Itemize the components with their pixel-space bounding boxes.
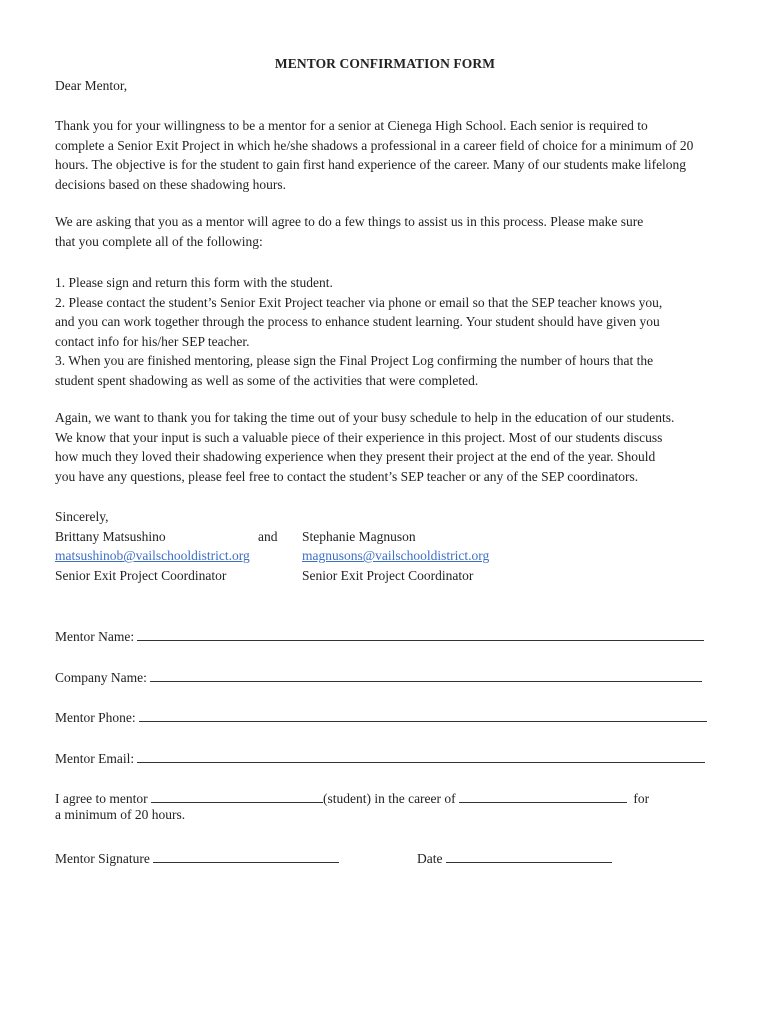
coordinator-role: Senior Exit Project Coordinator: [302, 567, 474, 583]
mentor-name-input[interactable]: [137, 627, 704, 641]
steps-line: 2. Please contact the student’s Senior Exit Project teacher via phone or email so that the SEP teacher knows you,: [55, 294, 663, 310]
mentor-name-field: [55, 627, 704, 645]
mentor-signature-field: [55, 849, 339, 867]
intro-paragraph: [55, 116, 720, 194]
conjunction-text: and: [258, 528, 278, 544]
company-name-label: Company Name:: [55, 670, 147, 685]
company-name-field: [55, 668, 702, 686]
intro-line: complete a Senior Exit Project in which he/she shadows a professional in a career field of choice for a minimum of 20: [55, 137, 694, 153]
mentor-phone-label: Mentor Phone:: [55, 710, 136, 725]
company-name-input[interactable]: [150, 668, 702, 682]
mentor-phone-input[interactable]: [139, 708, 707, 722]
mentor-email-field: [55, 749, 705, 767]
signature-input[interactable]: [153, 849, 339, 863]
thanks-line: how much they loved their shadowing experience when they present their project at the end of the year. Should: [55, 449, 656, 465]
steps-list: [55, 273, 720, 391]
agreement-second-line: [55, 807, 185, 823]
thanks-line: you have any questions, please feel free to contact the student’s SEP teacher or any of the SEP coordinators.: [55, 468, 639, 484]
greeting: [55, 76, 720, 96]
mentor-phone-field: [55, 708, 707, 726]
coordinator-name: Stephanie Magnuson: [302, 528, 416, 544]
form-title: MENTOR CONFIRMATION FORM: [274, 56, 496, 71]
mentor-email-label: Mentor Email:: [55, 751, 135, 766]
intro-line: Thank you for your willingness to be a mentor for a senior at Cienega High School. Each senior is required to: [55, 118, 648, 133]
coordinator-email-link[interactable]: magnusons@vailschooldistrict.org: [302, 548, 490, 564]
date-field: [417, 849, 612, 867]
steps-line: and you can work together through the process to enhance student learning. Your student should have given you: [55, 314, 660, 330]
thanks-paragraph: [55, 408, 720, 486]
greeting-text: Dear Mentor,: [55, 78, 128, 93]
steps-line: 3. When you are finished mentoring, please sign the Final Project Log confirming the number of hours that the: [55, 353, 654, 369]
signature-block: [55, 507, 555, 585]
closing-text: Sincerely,: [55, 509, 109, 524]
mentor-name-label: Mentor Name:: [55, 629, 135, 644]
date-label: Date: [417, 851, 443, 866]
request-line: We are asking that you as a mentor will agree to do a few things to assist us in this process. Please make sure: [55, 214, 644, 229]
agreement-hours-text: a minimum of 20 hours.: [55, 807, 186, 822]
request-paragraph: [55, 212, 720, 251]
intro-line: decisions based on these shadowing hours.: [55, 176, 286, 192]
coordinator-role: Senior Exit Project Coordinator: [55, 567, 227, 583]
steps-line: student spent shadowing as well as some of the activities that were completed.: [55, 372, 479, 388]
signature-label: Mentor Signature: [55, 851, 150, 866]
student-name-input[interactable]: [151, 789, 323, 803]
steps-line: 1. Please sign and return this form with the student.: [55, 275, 333, 290]
agreement-line: [55, 789, 649, 807]
thanks-line: Again, we want to thank you for taking the time out of your busy schedule to help in the education of our students.: [55, 410, 675, 425]
coordinator-name: Brittany Matsushino: [55, 528, 166, 544]
intro-line: hours. The objective is for the student to gain first hand experience of the career. Many of our students make lifelong: [55, 157, 687, 173]
agreement-prefix: I agree to mentor: [55, 791, 148, 806]
request-line: that you complete all of the following:: [55, 233, 263, 249]
date-input[interactable]: [446, 849, 612, 863]
agreement-for-text: for: [633, 791, 650, 806]
steps-line: contact info for his/her SEP teacher.: [55, 333, 250, 349]
agreement-student-text: (student) in the career of: [322, 791, 456, 806]
career-input[interactable]: [459, 789, 627, 803]
thanks-line: We know that your input is such a valuable piece of their experience in this project. Most of our students discuss: [55, 429, 663, 445]
coordinator-email-link[interactable]: matsushinob@vailschooldistrict.org: [55, 548, 250, 564]
mentor-email-input[interactable]: [137, 749, 705, 763]
